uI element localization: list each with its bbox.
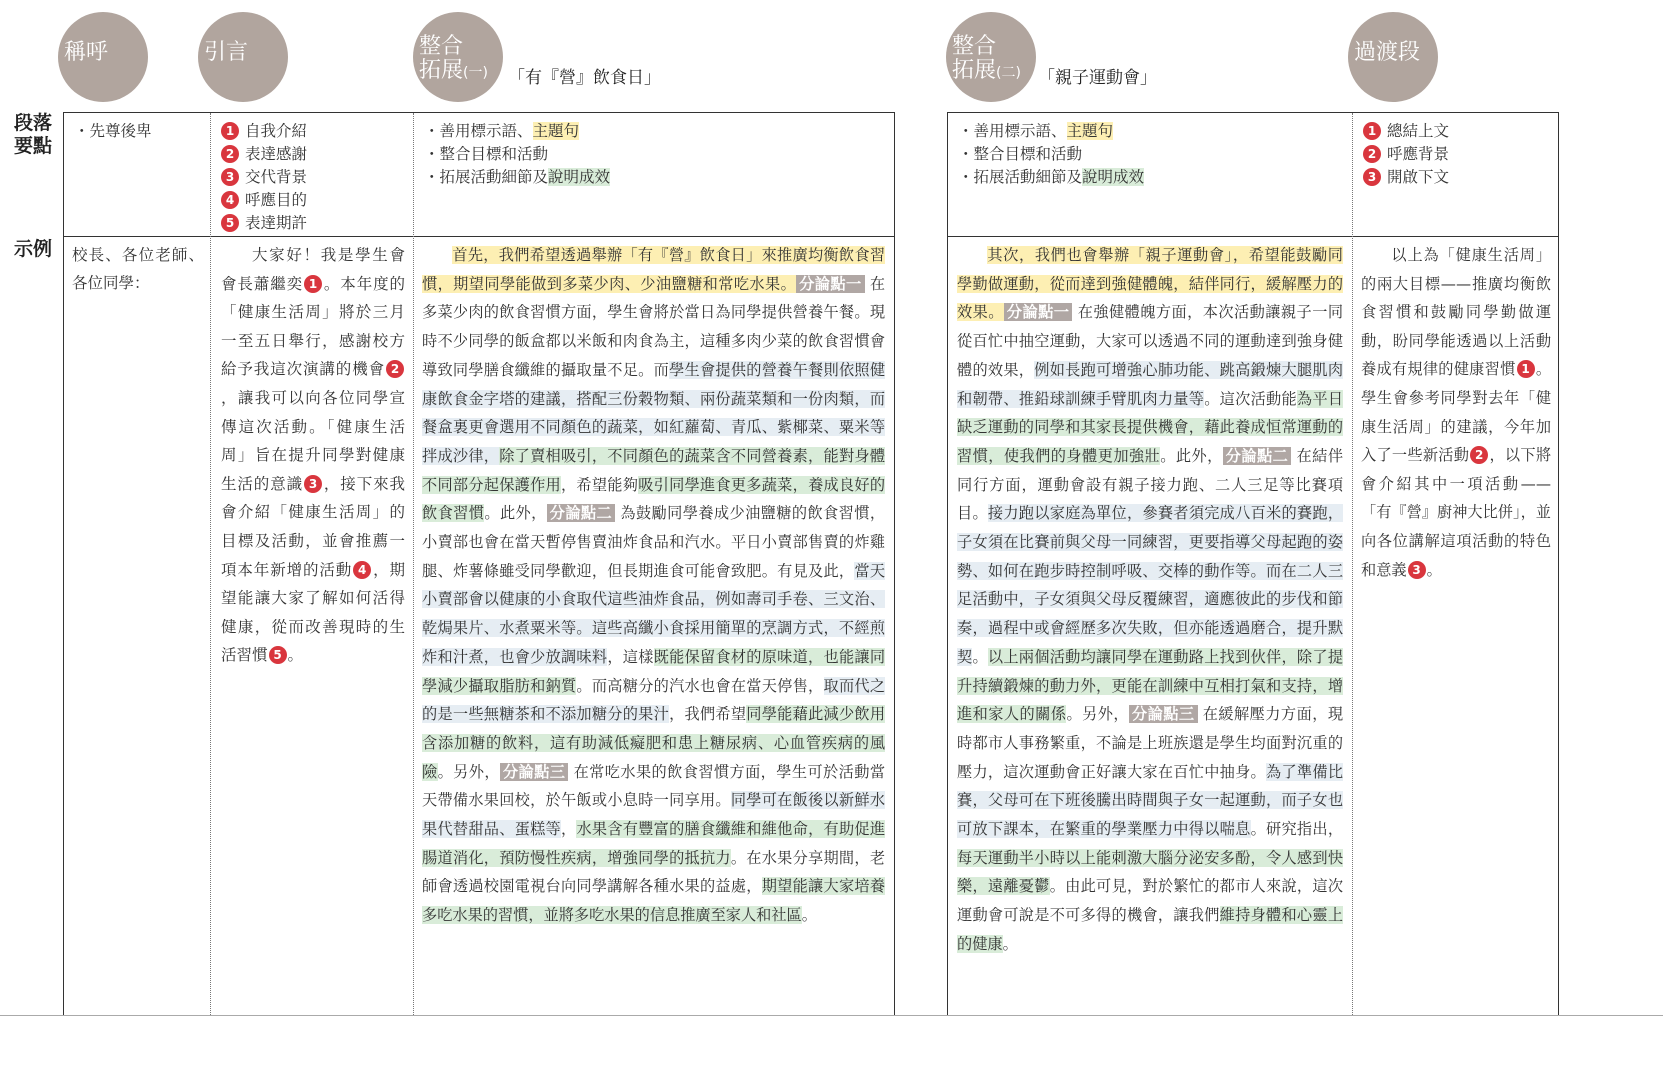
sub-argument-tag: 分論點二 [1223,447,1292,465]
list-item: 2 呼應背景 [1362,143,1552,166]
sub-argument-tag: 分論點三 [500,763,568,781]
example-integration-2: 其次，我們也會舉辦「親子運動會」，希望能鼓勵同學勤做運動，從而達到強健體魄，結伴同行，緩解壓力的效果。 分論點一 在強健體魄方面，本次活動讓親子一同從百忙中抽空運動，大家可以透過不同的運動達到強身健體的效果，例如長跑可增強心肺功能、跳高鍛煉大腿肌肉和韌帶、推鉛球訓練手臂肌肉力量等。這次活動能為平日缺乏運動的同學和其家長提供機會，藉此養成恒常運動的習慣，使我們的身體更加強壯。此外， 分論點二 在結伴同行方面，運動會設有親子接力跑、二人三足等比賽項目。接力跑以家庭為單位，參賽者須完成八百米的賽跑，子女須在比賽前與父母一同練習，更要指導父母起跑的姿勢、如何在跑步時控制呼吸、交棒的動作等。而在二人三足活動中，子女須與父母反覆練習，適應彼此的步伐和節奏，過程中或會經歷多次失敗，但亦能透過磨合，提升默契。以上兩個活動均讓同學在運動路上找到伙伴，除了提升持續鍛煉的動力外，更能在訓練中互相打氣和支持，增進和家人的關係。另外， 分論點三 在緩解壓力方面，現時都市人事務繁重，不論是上班族還是學生均面對沉重的壓力，這次運動會正好讓大家在百忙中抽身。為了準備比賽，父母可在下班後騰出時間與子女一起運動，而子女也可放下課本，在繁重的學業壓力中得以喘息。研究指出，每天運動半小時以上能刺激大腦分泌安多酚，令人感到快樂，遠離憂鬱。由此可見，對於繁忙的都市人來說，這次運動會可說是不可多得的機會，讓我們維持身體和心靈上的健康。 [957,246,1344,953]
table-left-col1 [210,113,211,1015]
table-right-col1 [1352,113,1353,1015]
header-intro: 引言 [198,12,288,102]
list-item: 2 表達感謝 [220,143,405,166]
header-integration-1: 整合 拓展(一) [413,12,503,102]
table-right-divider [947,236,1559,237]
list-item: 1 自我介紹 [220,120,405,143]
integration-1-title: 「有『營』飲食日」 [508,68,661,88]
header-greeting: 稱呼 [58,12,148,102]
list-item: 5 表達期許 [220,212,405,235]
example-transition: 以上為「健康生活周」的兩大目標——推廣均衡飲食習慣和鼓勵同學勤做運動，盼同學能透過以上活動養成有規律的健康習慣 1 。學生會參考同學對去年「健康生活周」的建議，今年加入了一些新活動 2 ，以下將會介紹其中一項活動——「有『營』廚神大比併」，並向各位講解這項活動的特色和意義 3 。 [1361,246,1552,579]
sub-argument-tag: 分論點一 [796,275,864,293]
table-left-divider [63,236,895,237]
integration-2-title: 「親子運動會」 [1038,68,1157,88]
points-integration-1: ・善用標示語、主題句 ・整合目標和活動 ・拓展活動細節及說明成效 [424,122,611,186]
sub-argument-tag: 分論點三 [1129,705,1198,723]
row-label-example: 示例 [14,238,53,260]
header-transition: 過渡段 [1348,12,1438,102]
list-item: 4 呼應目的 [220,189,405,212]
points-intro [220,120,405,235]
row-label-points: 段落 要點 [14,112,53,157]
example-integration-1: 首先，我們希望透過舉辦「有『營』飲食日」來推廣均衡飲食習慣，期望同學能做到多菜少肉、少油鹽糖和常吃水果。 分論點一 在多菜少肉的飲食習慣方面，學生會將於當日為同學提供營養午餐。現時不少同學的飯盒都以米飯和肉食為主，這種多肉少菜的飲食習慣會導致同學膳食纖維的攝取量不足。而學生會提供的營養午餐則依照健康飲食金字塔的建議，搭配三份穀物類、兩份蔬菜類和一份肉類，而餐盒裏更會選用不同顏色的蔬菜，如紅蘿蔔、青瓜、紫椰菜、粟米等拌成沙律，除了賣相吸引，不同顏色的蔬菜含不同營養素，能對身體不同部分起保護作用，希望能夠吸引同學進食更多蔬菜，養成良好的飲食習慣。此外， 分論點二 為鼓勵同學養成少油鹽糖的飲食習慣，小賣部也會在當天暫停售賣油炸食品和汽水。平日小賣部售賣的炸雞腿、炸薯條雖受同學歡迎，但長期進食可能會致肥。有見及此，當天小賣部會以健康的小食取代這些油炸食品，例如壽司手卷、三文治、乾焗果片、水煮粟米等。這些高纖小食採用簡單的烹調方式，不經煎炸和汁煮，也會少放調味料，這樣既能保留食材的原味道，也能讓同學減少攝取脂肪和鈉質。而高糖分的汽水也會在當天停售，取而代之的是一些無糖茶和不添加糖分的果汁，我們希望同學能藉此減少飲用含添加糖的飲料，這有助減低癡肥和患上糖尿病、心血管疾病的風險。另外， 分論點三 在常吃水果的飲食習慣方面，學生可於活動當天帶備水果回校，於午飯或小息時一同享用。同學可在飯後以新鮮水果代替甜品、蛋糕等，水果含有豐富的膳食纖維和維他命，有助促進腸道消化，預防慢性疾病，增強同學的抵抗力。在水果分享期間，老師會透過校園電視台向同學講解各種水果的益處，期望能讓大家培養多吃水果的習慣，並將多吃水果的信息推廣至家人和社區。 [422,246,886,925]
points-greeting: ・先尊後卑 [74,122,152,140]
points-transition [1362,120,1552,189]
header-integration-2: 整合 拓展(二) [946,12,1036,102]
sub-argument-tag: 分論點二 [547,504,615,522]
example-greeting: 校長、各位老師、各位同學： [72,246,204,292]
example-intro: 大家好！我是學生會會長蕭繼奕 1 。本年度的「健康生活周」將於三月一至五日舉行，感謝校方給予我這次演講的機會 2，讓我可以向各位同學宣傳這次活動。「健康生活周」旨在提升同學對健康生活的意識 3 ，接下來我會介紹「健康生活周」的目標及活動，並會推薦一項本年新增的活動 4 ，期望能讓大家了解如何活得健康，從而改善現時的生活習慣 5 。 [221,246,405,665]
page-bottom-rule [0,1015,1663,1016]
list-item: 3 開啟下文 [1362,166,1552,189]
points-integration-2: ・善用標示語、主題句 ・整合目標和活動 ・拓展活動細節及說明成效 [958,122,1145,186]
sub-argument-tag: 分論點一 [1004,303,1073,321]
list-item: 1 總結上文 [1362,120,1552,143]
list-item: 3 交代背景 [220,166,405,189]
table-left-col2 [413,113,414,1015]
